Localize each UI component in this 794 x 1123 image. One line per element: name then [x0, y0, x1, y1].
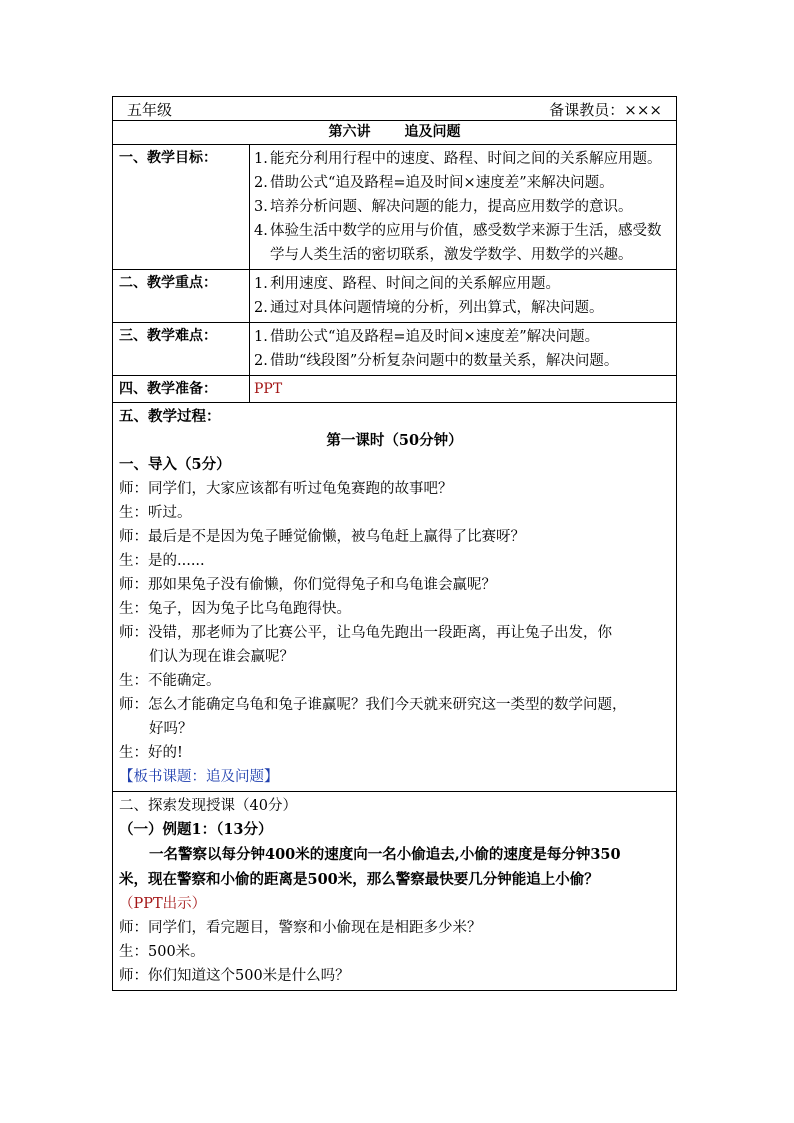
process-section	[113, 403, 677, 792]
process-label: 五、教学过程：	[119, 408, 221, 425]
dialogue-line: 师：最后是不是因为兔子睡觉偷懒，被乌龟赶上赢得了比赛呀？	[119, 529, 525, 545]
ppt-note: （PPT出示）	[119, 896, 207, 912]
grade-label: 五年级	[127, 101, 173, 119]
list-item: 1. 利用速度、路程、时间之间的关系解应用题。	[254, 276, 560, 292]
key-points-content	[250, 270, 677, 323]
dialogue-line: 师：你们知道这个500米是什么吗？	[119, 968, 350, 984]
dialogue-line: 生：听过。	[119, 505, 192, 521]
list-item: 3. 培养分析问题、解决问题的能力，提高应用数学的意识。	[254, 199, 633, 215]
prep-value: PPT	[250, 376, 677, 403]
example-heading: （一）例题1：（13分）	[119, 821, 273, 838]
key-points-label: 二、教学重点：	[113, 270, 250, 323]
list-item: 2. 通过对具体问题情境的分析，列出算式，解决问题。	[254, 300, 604, 316]
lesson-plan-document	[112, 96, 676, 991]
goals-content	[250, 145, 677, 270]
list-item: 2. 借助“线段图”分析复杂问题中的数量关系，解决问题。	[254, 353, 619, 369]
teacher-label: 备课教员：×××	[549, 101, 663, 119]
problem-line: 米，现在警察和小偷的距离是500米，那么警察最快要几分钟能追上小偷？	[119, 871, 599, 888]
dialogue-line: 生：好的!	[119, 745, 183, 761]
dialogue-line: 生：500米。	[119, 944, 205, 960]
lesson-title	[113, 121, 677, 145]
problem-line: 一名警察以每分钟400米的速度向一名小偷追去,小偷的速度是每分钟350	[149, 846, 621, 863]
difficulties-content	[250, 323, 677, 376]
dialogue-line-cont: 们认为现在谁会赢呢？	[149, 649, 294, 665]
session-title: 第一课时（50分钟）	[326, 432, 463, 449]
lesson-plan-table	[112, 96, 677, 991]
explore-section	[113, 792, 677, 991]
goals-label: 一、教学目标：	[113, 145, 250, 270]
dialogue-line: 师：同学们，大家应该都有听过龟兔赛跑的故事吧？	[119, 481, 453, 497]
list-item: 4. 体验生活中数学的应用与价值，感受数学来源于生活，感受数学与人类生活的密切联系，激发学数学、用数学的兴趣。	[254, 223, 662, 263]
dialogue-line: 师：没错，那老师为了比赛公平，让乌龟先跑出一段距离，再让兔子出发，你	[119, 625, 612, 641]
lesson-number: 第六讲	[328, 124, 371, 140]
prep-label: 四、教学准备：	[113, 376, 250, 403]
header-row	[113, 97, 677, 121]
dialogue-line: 生：是的......	[119, 553, 205, 569]
dialogue-line: 师：那如果兔子没有偷懒，你们觉得兔子和乌龟谁会赢呢？	[119, 577, 496, 593]
dialogue-line: 师：同学们，看完题目，警察和小偷现在是相距多少米？	[119, 920, 482, 936]
list-item: 1. 借助公式“追及路程=追及时间×速度差”解决问题。	[254, 329, 600, 345]
dialogue-line: 师：怎么才能确定乌龟和兔子谁赢呢？我们今天就来研究这一类型的数学问题，	[119, 697, 627, 713]
explore-heading: 二、探索发现授课（40分）	[119, 798, 297, 814]
board-title: 【板书课题：追及问题】	[119, 769, 279, 785]
list-item: 1. 能充分利用行程中的速度、路程、时间之间的关系解应用题。	[254, 151, 662, 167]
list-item: 2. 借助公式“追及路程=追及时间×速度差”来解决问题。	[254, 175, 614, 191]
lesson-topic: 追及问题	[404, 124, 461, 140]
dialogue-line: 生：兔子，因为兔子比乌龟跑得快。	[119, 601, 351, 617]
dialogue-line-cont: 好吗？	[149, 721, 193, 737]
intro-heading: 一、导入（5分）	[119, 456, 231, 473]
dialogue-line: 生：不能确定。	[119, 673, 221, 689]
difficulties-label: 三、教学难点：	[113, 323, 250, 376]
